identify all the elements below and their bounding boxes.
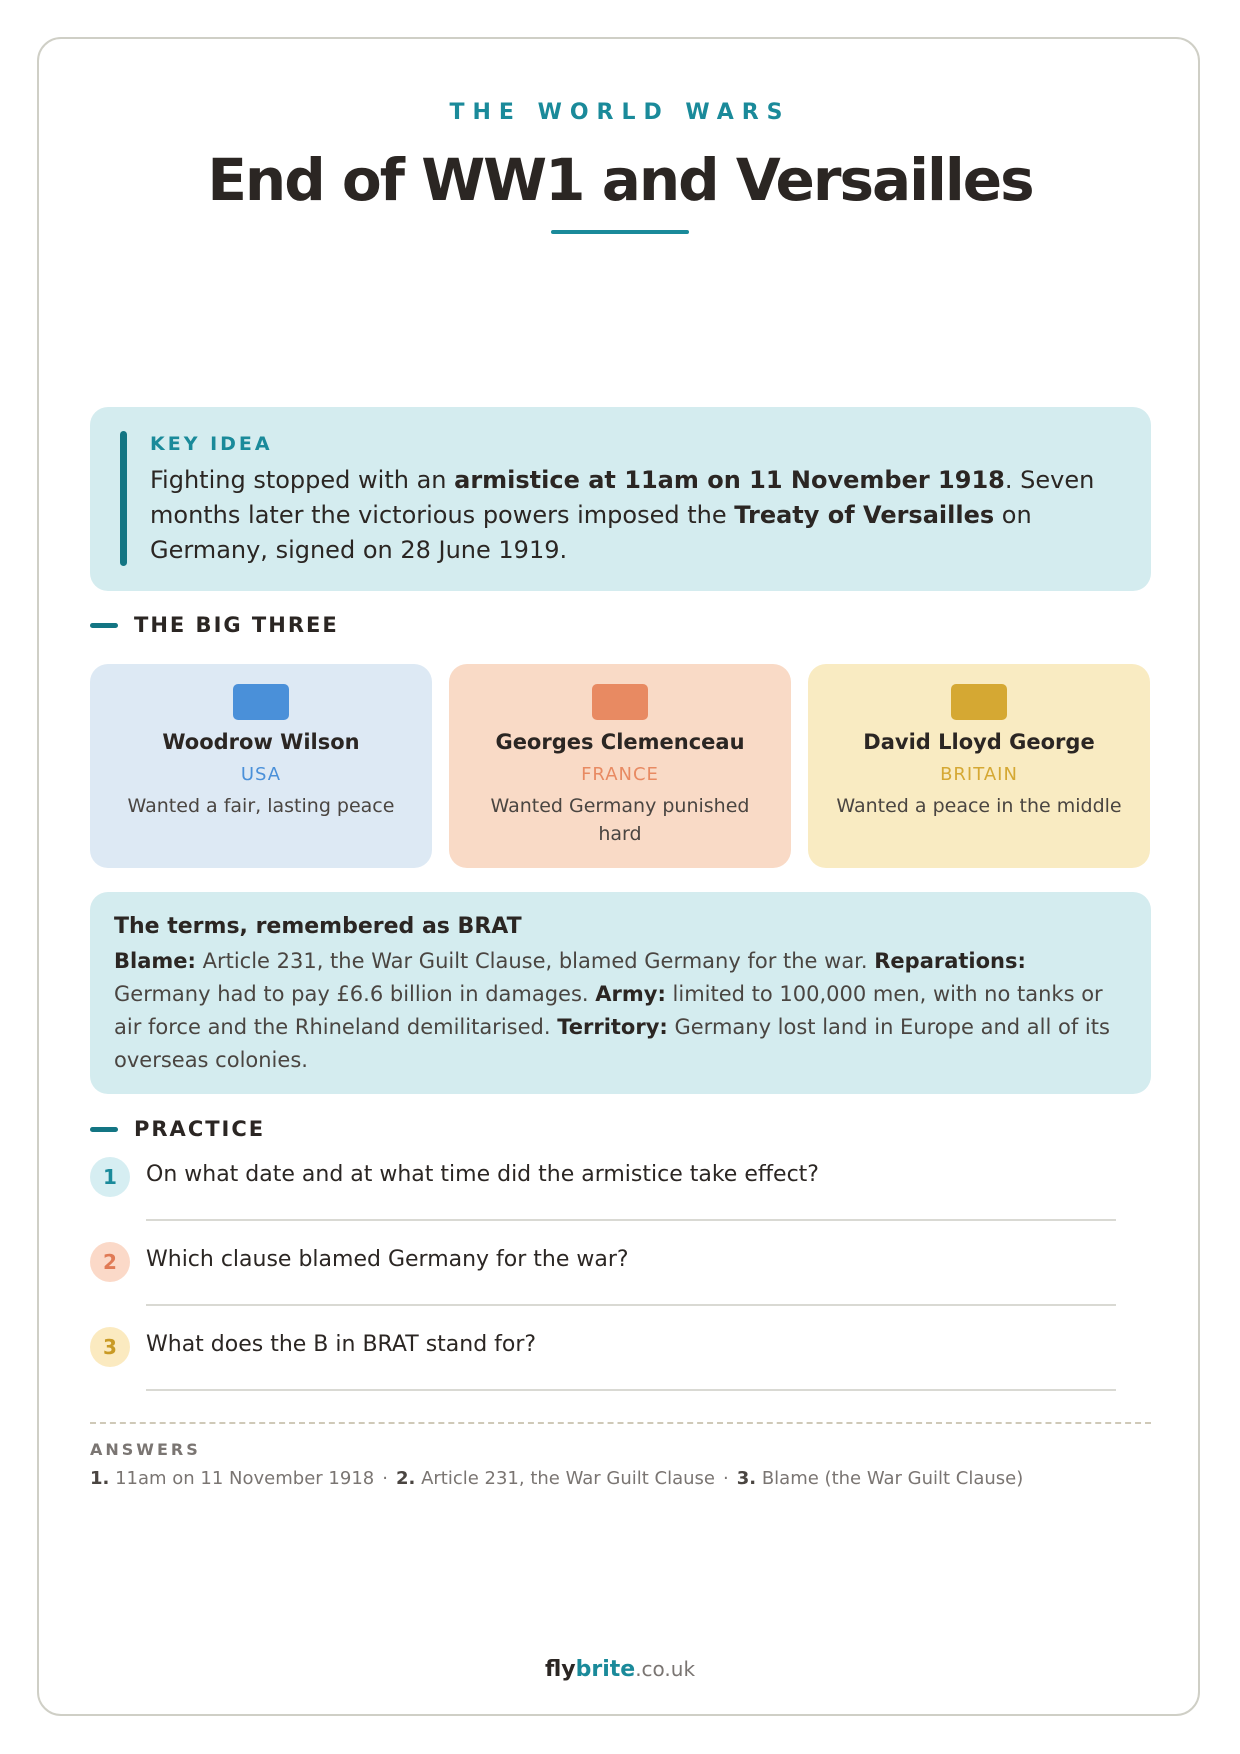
question-text: On what date and at what time did the armistice take effect? <box>146 1162 819 1187</box>
practice-heading <box>90 1117 265 1141</box>
key-idea-text: Fighting stopped with an armistice at 11am on 11 November 1918. Seven months later the victorious powers imposed the Treaty of Versailles on Germany, signed on 28 June 1919. <box>150 466 1095 564</box>
footer-brand: flybrite.co.uk <box>544 1657 696 1682</box>
leader-name: Woodrow Wilson <box>162 730 360 754</box>
title-underline <box>551 230 689 234</box>
key-idea-label: KEY IDEA <box>150 433 273 455</box>
leader-name: Georges Clemenceau <box>495 730 745 754</box>
question-text: Which clause blamed Germany for the war? <box>146 1247 629 1272</box>
leader-card-clemenceau <box>449 664 791 868</box>
flag-icon <box>592 684 648 720</box>
leader-country: USA <box>240 764 282 785</box>
question-text: What does the B in BRAT stand for? <box>146 1332 537 1357</box>
section-dash <box>90 623 118 628</box>
big-three-label: THE BIG THREE <box>134 613 339 637</box>
leader-country: BRITAIN <box>940 764 1018 785</box>
answer-line[interactable] <box>146 1304 1116 1306</box>
page-title: End of WW1 and Versailles <box>207 146 1033 214</box>
answer-line[interactable] <box>146 1389 1116 1391</box>
leader-aim: Wanted Germany punished hard <box>490 795 750 845</box>
terms-body: Blame: Article 231, the War Guilt Clause, blamed Germany for the war. Reparations: Germany had to pay £6.6 billion in damages. Army: limited to 100,000 men, with no tanks or air force and the Rhineland demilitarised. Territory: Germany lost land in Europe and all of its overseas colonies. <box>114 949 1110 1072</box>
key-idea-box <box>90 407 1151 591</box>
question-number-badge: 3 <box>90 1327 130 1367</box>
leader-name: David Lloyd George <box>863 730 1095 754</box>
answer-line[interactable] <box>146 1219 1116 1221</box>
flag-icon <box>233 684 289 720</box>
leader-aim: Wanted a peace in the middle <box>836 795 1122 817</box>
leader-aim: Wanted a fair, lasting peace <box>127 795 395 817</box>
answers-label: ANSWERS <box>90 1440 201 1459</box>
big-three-heading <box>90 613 339 637</box>
leader-country: FRANCE <box>581 764 659 785</box>
terms-heading: The terms, remembered as BRAT <box>114 914 522 939</box>
page-frame <box>37 37 1200 1716</box>
question-number-badge: 1 <box>90 1157 130 1197</box>
question-number-badge: 2 <box>90 1242 130 1282</box>
section-dash <box>90 1127 118 1132</box>
terms-box <box>90 892 1151 1094</box>
key-idea-accent-bar <box>120 431 127 566</box>
leader-card-wilson <box>90 664 432 868</box>
page-eyebrow: THE WORLD WARS <box>449 100 791 125</box>
flag-icon <box>951 684 1007 720</box>
answers-list: 1. 11am on 11 November 1918 · 2. Article 231, the War Guilt Clause · 3. Blame (the War Guilt Clause) <box>90 1468 1024 1489</box>
leader-card-lloyd-george <box>808 664 1150 868</box>
practice-label: PRACTICE <box>134 1117 266 1141</box>
answers-divider <box>90 1422 1151 1424</box>
